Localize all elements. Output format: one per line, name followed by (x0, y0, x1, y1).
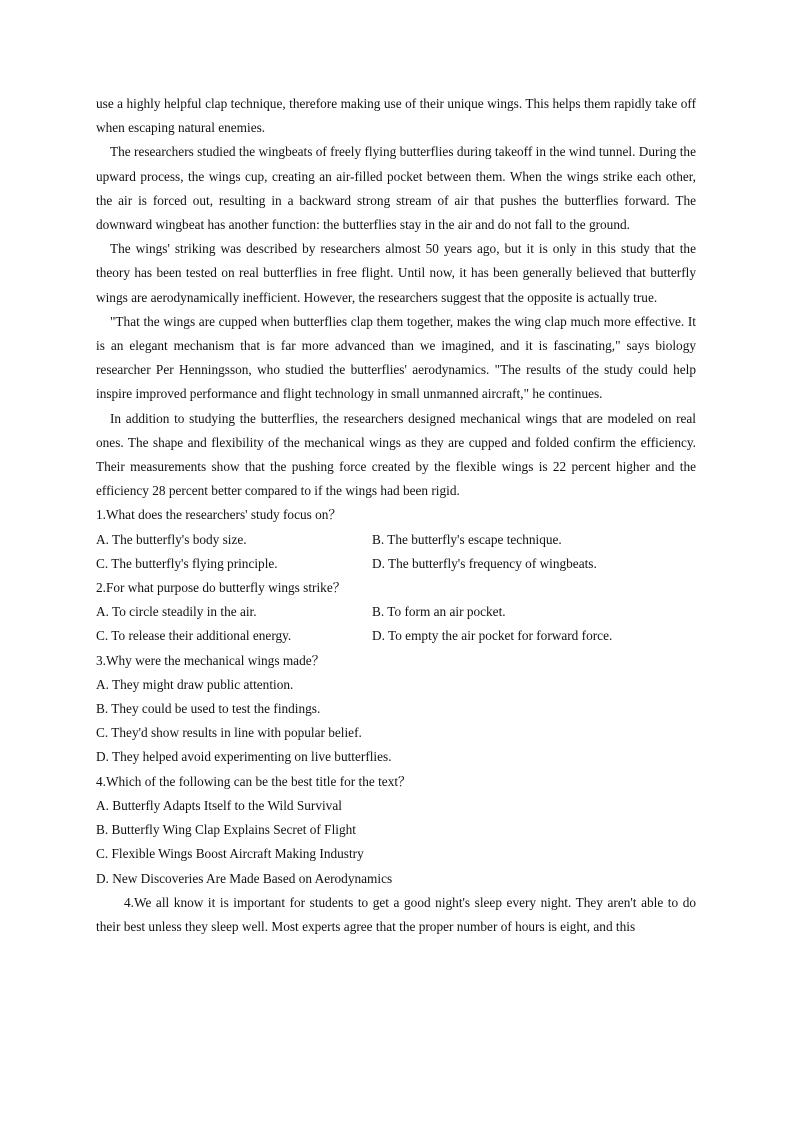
option-a[interactable]: A. Butterfly Adapts Itself to the Wild Survival (96, 797, 342, 813)
option-d[interactable]: D. They helped avoid experimenting on live butterflies. (96, 749, 392, 765)
option-c[interactable]: C. Flexible Wings Boost Aircraft Making Industry (96, 846, 364, 862)
question-stem: 4.Which of the following can be the best title for the text？ (96, 773, 412, 789)
question-stem: 3.Why were the mechanical wings made？ (96, 652, 325, 668)
passage-paragraph-1: use a highly helpful clap technique, therefore making use of their unique wings. This helps them rapidly take off when escaping natural enemies. (96, 96, 696, 136)
option-b[interactable]: B. The butterfly's escape technique. (372, 531, 562, 547)
question-4 (96, 770, 696, 891)
option-d[interactable]: D. To empty the air pocket for forward force. (372, 628, 613, 644)
option-row (96, 600, 696, 624)
option-c[interactable]: C. They'd show results in line with popular belief. (96, 725, 362, 741)
option-b[interactable]: B. Butterfly Wing Clap Explains Secret of Flight (96, 822, 356, 838)
question-3 (96, 649, 696, 770)
option-a[interactable]: A. To circle steadily in the air. (96, 604, 257, 620)
option-a[interactable]: A. The butterfly's body size. (96, 531, 247, 547)
passage-paragraph-2: The researchers studied the wingbeats of freely flying butterflies during takeoff in the wind tunnel. During the upward process, the wings cup, creating an air-filled pocket between them. When the wings strike each other, the air is forced out, resulting in a backward strong stream of air that pushes the butterflies forward. The downward wingbeat has another function: the butterflies stay in the air and do not fall to the ground. (96, 144, 696, 233)
question-2 (96, 576, 696, 649)
next-passage-start: 4.We all know it is important for students to get a good night's sleep every night. They aren't able to do their best unless they sleep well. Most experts agree that the proper number of hours is eight, and this (96, 894, 696, 934)
option-c[interactable]: C. To release their additional energy. (96, 628, 292, 644)
option-c[interactable]: C. The butterfly's flying principle. (96, 555, 278, 571)
option-a[interactable]: A. They might draw public attention. (96, 676, 294, 692)
passage-paragraph-4: "That the wings are cupped when butterflies clap them together, makes the wing clap much more effective. It is an elegant mechanism that is far more advanced than we imagined, and it is fascinating," says biology researcher Per Henningsson, who studied the butterflies' aerodynamics. "The results of the study could help inspire improved performance and flight technology in small unmanned aircraft," he continues. (96, 313, 696, 402)
passage-paragraph-5: In addition to studying the butterflies, the researchers designed mechanical wings that are modeled on real ones. The shape and flexibility of the mechanical wings as they are cupped and folded confirm the efficiency. Their measurements show that the pushing force created by the flexible wings is 22 percent higher and the efficiency 28 percent better compared to if the wings had been rigid. (96, 410, 696, 499)
option-b[interactable]: B. They could be used to test the findings. (96, 701, 321, 717)
option-row (96, 552, 696, 576)
document-page (96, 92, 696, 939)
option-row (96, 528, 696, 552)
option-d[interactable]: D. New Discoveries Are Made Based on Aerodynamics (96, 870, 393, 886)
passage-paragraph-3: The wings' striking was described by researchers almost 50 years ago, but it is only in this study that the theory has been tested on real butterflies in free flight. Until now, it has been generally believed that butterfly wings are aerodynamically inefficient. However, the researchers suggest that the opposite is actually true. (96, 241, 696, 305)
option-b[interactable]: B. To form an air pocket. (372, 604, 506, 620)
question-1 (96, 503, 696, 576)
question-stem: 1.What does the researchers' study focus on？ (96, 507, 342, 523)
option-row (96, 624, 696, 648)
question-stem: 2.For what purpose do butterfly wings strike？ (96, 580, 347, 596)
option-d[interactable]: D. The butterfly's frequency of wingbeats. (372, 555, 597, 571)
